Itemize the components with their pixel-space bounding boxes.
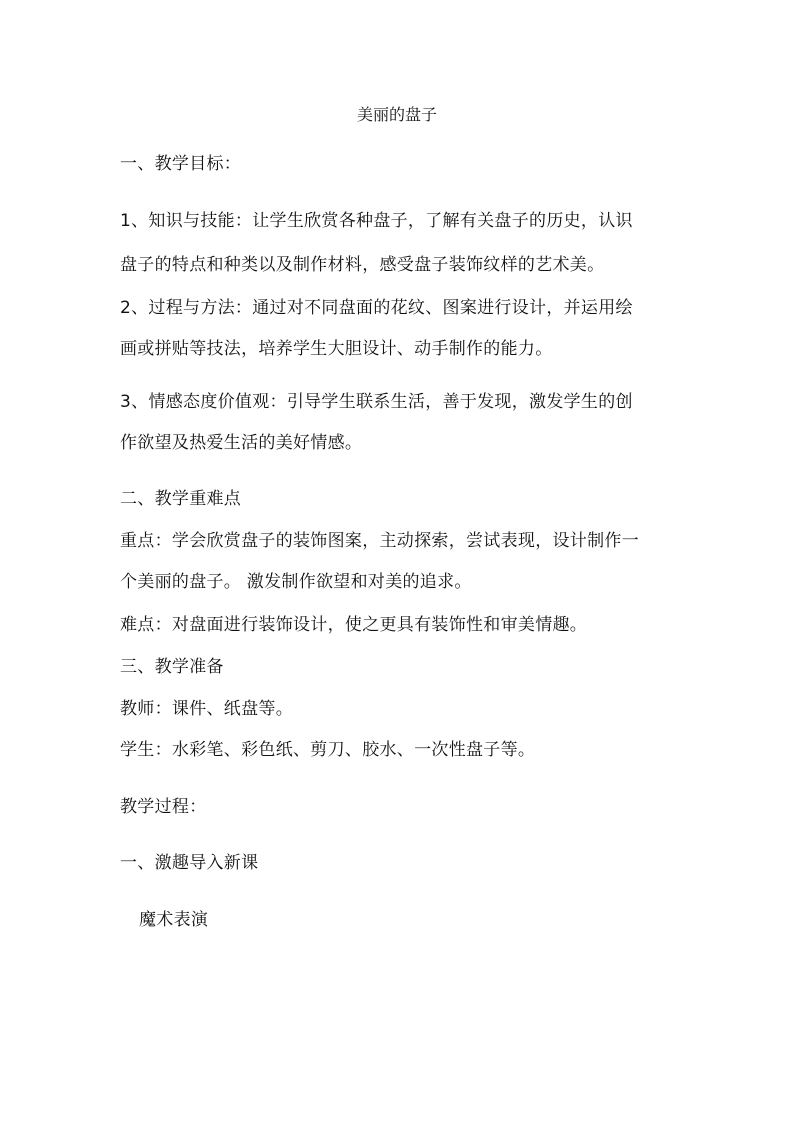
document-title: 美丽的盘子 xyxy=(356,105,437,124)
student-preparation: 学生：水彩笔、彩色纸、剪刀、胶水、一次性盘子等。 xyxy=(120,740,536,760)
key-point-line-1: 重点：学会欣赏盘子的装饰图案，主动探索，尝试表现，设计制作一 xyxy=(120,531,639,551)
key-point-line-2: 个美丽的盘子。 激发制作欲望和对美的追求。 xyxy=(120,572,472,592)
process-heading: 教学过程： xyxy=(120,797,207,817)
difficulty-line: 难点：对盘面进行装饰设计，使之更具有装饰性和审美情趣。 xyxy=(120,615,588,635)
step-1-heading: 一、激趣导入新课 xyxy=(120,853,259,873)
objective-1-line-1: 1、知识与技能：让学生欣赏各种盘子，了解有关盘子的历史，认识 xyxy=(120,211,633,231)
preparation-heading: 三、教学准备 xyxy=(120,657,224,677)
objective-2-line-1: 2、过程与方法：通过对不同盘面的花纹、图案进行设计，并运用绘 xyxy=(120,298,633,318)
teacher-preparation: 教师：课件、纸盘等。 xyxy=(120,699,293,719)
objective-2-line-2: 画或拼贴等技法，培养学生大胆设计、动手制作的能力。 xyxy=(120,339,553,359)
objective-3-line-1: 3、情感态度价值观：引导学生联系生活，善于发现，激发学生的创 xyxy=(120,392,633,412)
objectives-heading: 一、教学目标： xyxy=(120,154,242,174)
step-1-item: 魔术表演 xyxy=(139,910,209,930)
objective-1-line-2: 盘子的特点和种类以及制作材料，感受盘子装饰纹样的艺术美。 xyxy=(120,255,605,275)
objective-3-line-2: 作欲望及热爱生活的美好情感。 xyxy=(120,433,363,453)
key-points-heading: 二、教学重难点 xyxy=(120,489,242,509)
